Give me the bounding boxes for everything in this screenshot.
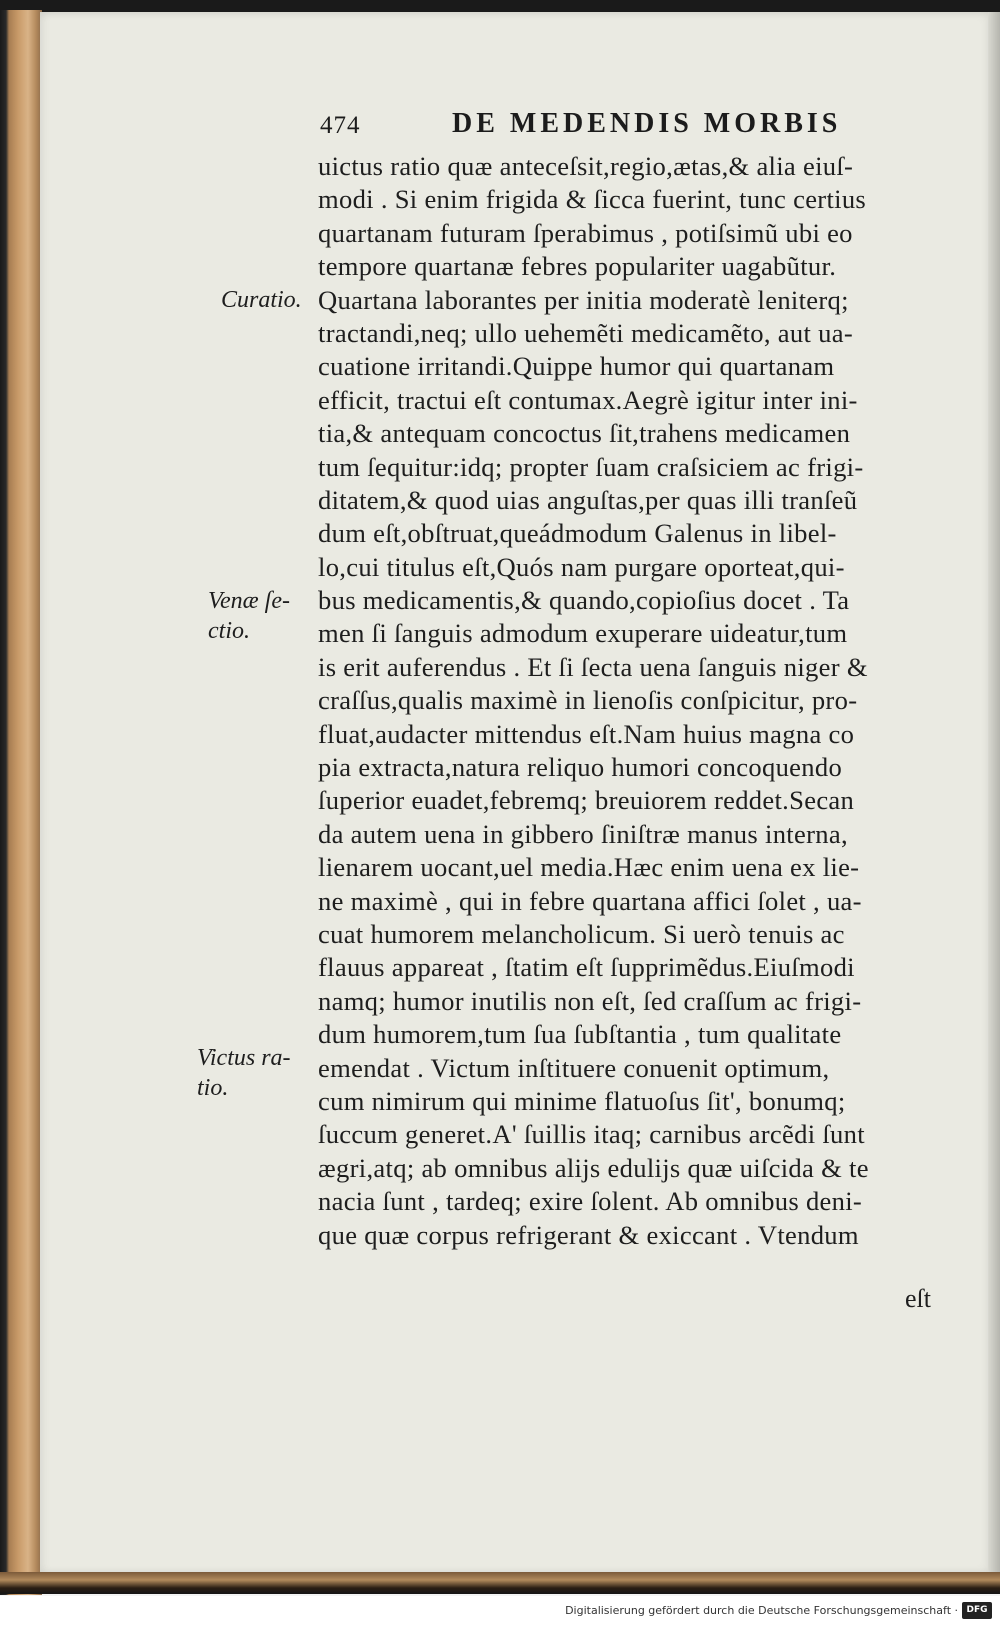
text-line: lo,cui titulus eſt,Quós nam purgare oporteat,qui- (318, 551, 845, 582)
book-binding-edge (0, 10, 42, 1595)
digitization-footer (0, 1596, 1000, 1627)
running-head (320, 108, 880, 144)
text-line: namq; humor inutilis non eſt, ſed craſſum ac frigi- (318, 985, 862, 1016)
marginal-line: Venæ ſe- (208, 588, 290, 614)
text-line: modi . Si enim frigida & ſicca fuerint, tunc certius (318, 184, 867, 215)
text-line: tractandi,neq; ullo uehemẽti medicamẽto, aut ua- (318, 317, 853, 348)
text-line: tia,& antequam concoctus ſit,trahens medicamen (318, 418, 851, 449)
text-line: men ſi ſanguis admodum exuperare uideatur,tum (318, 618, 848, 649)
text-line: ditatem,& quod uias anguſtas,per quas illi tranſeũ (318, 484, 858, 515)
body-text (318, 150, 963, 1252)
text-line: nacia ſunt , tardeq; exire ſolent. Ab omnibus deni- (318, 1186, 863, 1217)
book-bottom-edge (0, 1572, 1000, 1594)
text-line: ægri,atq; ab omnibus alijs edulijs quæ uiſcida & te (318, 1152, 869, 1183)
marginal-line: Curatio. (221, 287, 302, 313)
text-line: emendat . Victum inſtituere conuenit optimum, (318, 1052, 830, 1083)
text-line: que quæ corpus refrigerant & exiccant . Vtendum (318, 1219, 859, 1250)
text-line: da autem uena in gibbero ſiniſtræ manus interna, (318, 818, 848, 849)
text-line: ſuccum generet.A' ſuillis itaq; carnibus arcẽdi ſunt (318, 1119, 865, 1150)
text-line: dum humorem,tum ſua ſubſtantia , tum qualitate (318, 1019, 842, 1050)
text-line: lienarem uocant,uel media.Hæc enim uena ex lie- (318, 852, 860, 883)
text-line: efficit, tractui eſt contumax.Aegrè igitur inter ini- (318, 384, 858, 415)
marginal-line: tio. (197, 1075, 229, 1101)
marginal-note-curatio (221, 285, 302, 315)
text-line: cuat humorem melancholicum. Si uerò tenuis ac (318, 918, 845, 949)
text-line: is erit auferendus . Et ſi ſecta uena ſanguis niger & (318, 651, 868, 682)
marginal-line: ctio. (208, 618, 250, 644)
running-title: DE MEDENDIS MORBIS (452, 108, 842, 139)
text-line: cuatione irritandi.Quippe humor qui quartanam (318, 351, 835, 382)
marginal-line: Victus ra- (197, 1045, 291, 1071)
page-right-edge (988, 12, 1000, 1574)
text-line: flauus appareat , ſtatim eſt ſupprimẽdus.Eiuſmodi (318, 952, 855, 983)
marginal-note-vena-sectio (208, 586, 290, 646)
text-line: bus medicamentis,& quando,copioſius docet . Ta (318, 585, 850, 616)
book-top-edge (0, 0, 1000, 12)
text-line: pia extracta,natura reliquo humori concoquendo (318, 752, 843, 783)
text-line: tum ſequitur:idq; propter ſuam craſsiciem ac frigi- (318, 451, 864, 482)
text-line: tempore quartanæ febres populariter uagabũtur. (318, 251, 837, 282)
text-line: dum eſt,obſtruat,queádmodum Galenus in libel- (318, 518, 837, 549)
footer-credit: Digitalisierung gefördert durch die Deutsche Forschungsgemeinschaft · (565, 1604, 958, 1617)
text-line: uictus ratio quæ anteceſsit,regio,ætas,& alia eiuſ- (318, 151, 854, 181)
text-line: craſſus,qualis maximè in lienoſis conſpicitur, pro- (318, 685, 858, 716)
page-number: 474 (320, 112, 361, 139)
text-line: quartanam futuram ſperabimus , potiſsimũ ubi eo (318, 217, 853, 248)
text-line: ne maximè , qui in febre quartana affici ſolet , ua- (318, 885, 862, 916)
catchword: eſt (905, 1284, 931, 1313)
text-line: fluat,audacter mittendus eſt.Nam huius magna co (318, 718, 855, 749)
text-line: Quartana laborantes per initia moderatè leniterq; (318, 284, 849, 315)
text-line: ſuperior euadet,febremq; breuiorem reddet.Secan (318, 785, 855, 816)
dfg-logo-icon: DFG (962, 1602, 992, 1619)
text-line: cum nimirum qui minime flatuoſus ſit', bonumq; (318, 1085, 846, 1116)
marginal-note-victus-ratio (197, 1043, 291, 1103)
